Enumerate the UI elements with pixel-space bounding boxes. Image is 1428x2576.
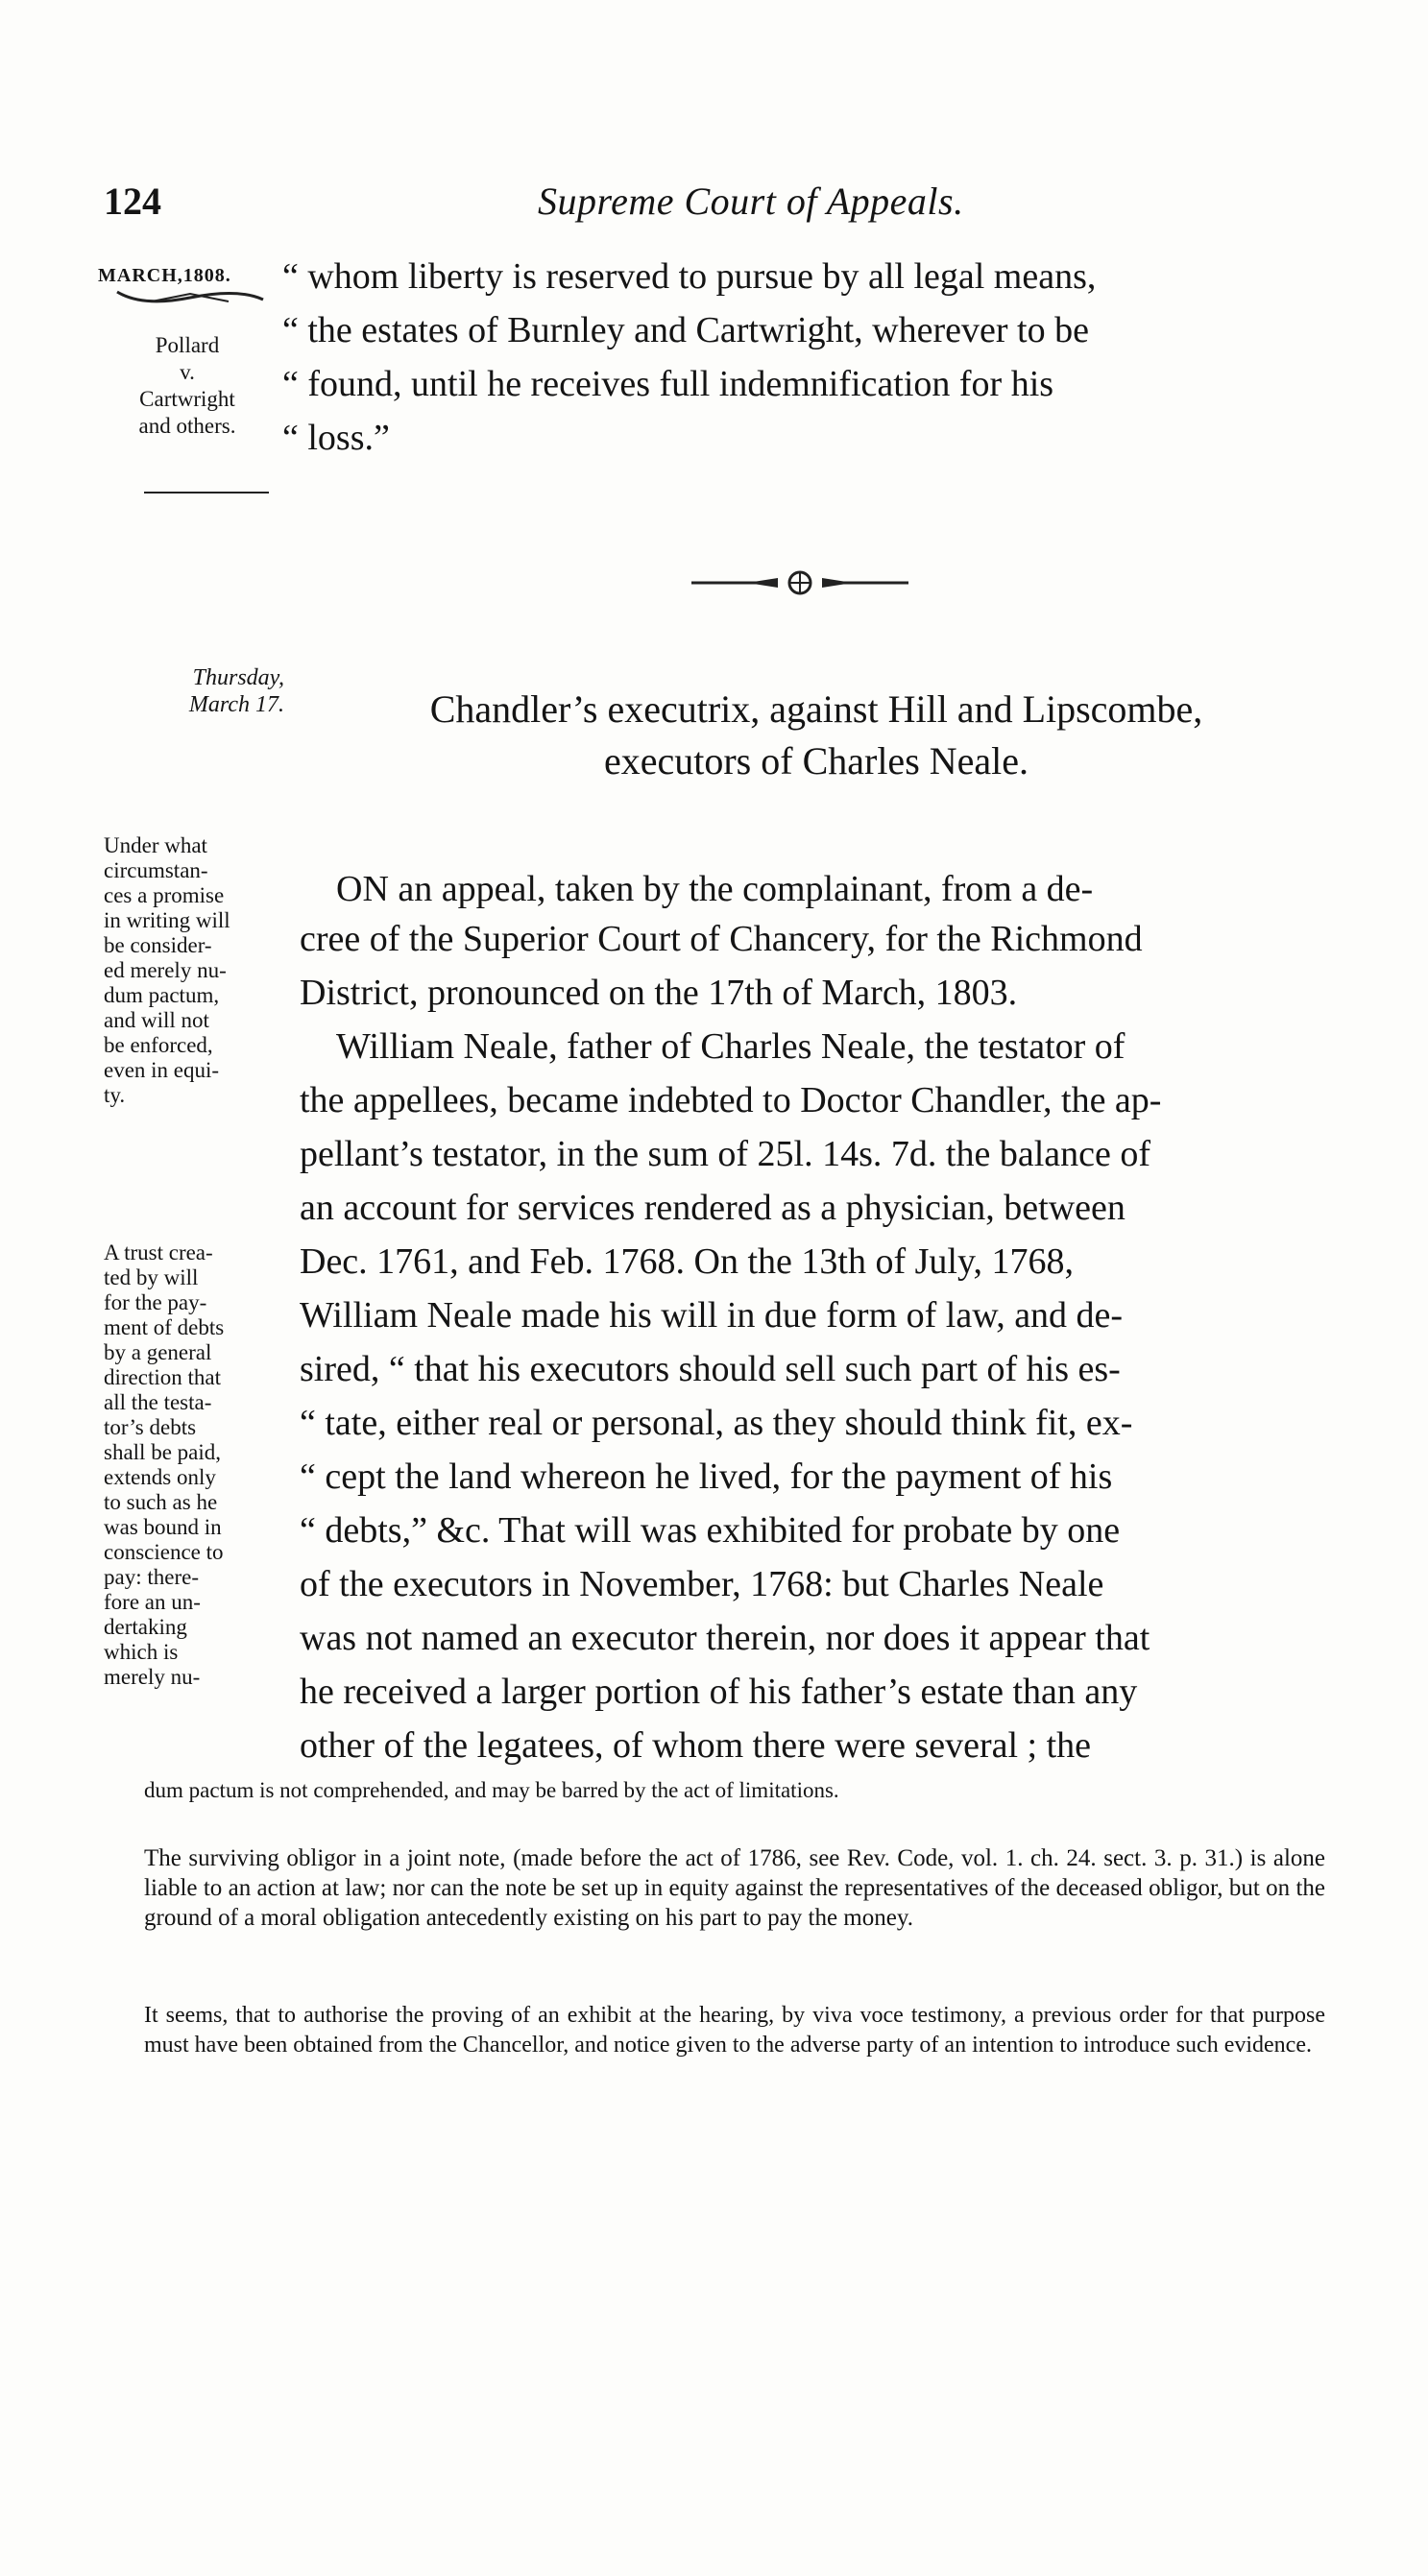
body-line: sired, “ that his executors should sell such part of his es- [300, 1349, 1121, 1389]
headnote-line: direction that [104, 1365, 221, 1389]
headnote-line: ed merely nu- [104, 958, 227, 982]
body-line: “ cept the land whereon he lived, for the payment of his [300, 1457, 1113, 1497]
headnote-line: A trust crea- [104, 1240, 213, 1264]
previous-case-line: “ loss.” [282, 418, 390, 458]
body-line: William Neale made his will in due form of law, and de- [300, 1295, 1124, 1336]
case-title-line: Chandler’s executrix, against Hill and Lipscombe, [429, 687, 1203, 731]
body-line: the appellees, became indebted to Doctor Chandler, the ap- [300, 1080, 1162, 1120]
headnote-line: ty. [104, 1083, 126, 1107]
body-line: pellant’s testator, in the sum of 25l. 14s. 7d. the balance of [300, 1134, 1151, 1174]
case-title-line: executors of Charles Neale. [603, 739, 1029, 782]
body-line: other of the legatees, of whom there were several ; the [300, 1725, 1092, 1766]
margin-day-line: Thursday, [192, 665, 284, 690]
headnote-line: circumstan- [104, 858, 208, 882]
headnote-line: which is [104, 1640, 179, 1664]
body-line: was not named an executor therein, nor does it appear that [300, 1618, 1150, 1658]
headnote-line: be consider- [104, 933, 212, 957]
headnote-line: by a general [104, 1340, 212, 1364]
headnote-line: dum pactum, [104, 983, 220, 1007]
headnote-line: all the testa- [104, 1390, 212, 1414]
headnote-line: conscience to [104, 1540, 224, 1564]
body-line: cree of the Superior Court of Chancery, for the Richmond [300, 919, 1143, 959]
headnote-line: be enforced, [104, 1033, 213, 1057]
body-line: Dec. 1761, and Feb. 1768. On the 13th of July, 1768, [300, 1241, 1074, 1282]
margin-case-line: Cartwright [139, 387, 235, 411]
headnote-line: ces a promise [104, 883, 225, 907]
headnote-line: tor’s debts [104, 1415, 197, 1439]
case-title [288, 684, 1344, 787]
body-line: an account for services rendered as a physician, between [300, 1188, 1125, 1228]
headnote-line: shall be paid, [104, 1440, 221, 1464]
headnote-third: The surviving obligor in a joint note, (made before the act of 1786, see Rev. Code, vol. 1. ch. 24. sect. 3. p. 31.) is alone liable to an action at law; nor can the note be set up in equity against the representatives of the deceased obligor, but on the ground of a moral obligation antecedently existing on his part to pay the money. [144, 1845, 1325, 1931]
headnote-line: pay: there- [104, 1565, 199, 1589]
headnote-line: to such as he [104, 1490, 218, 1514]
headnote-line: even in equi- [104, 1058, 220, 1082]
margin-rule [144, 492, 269, 494]
headnote-line: was bound in [104, 1515, 222, 1539]
running-head: Supreme Court of Appeals. [538, 180, 964, 223]
body-line: District, pronounced on the 17th of March, 1803. [300, 973, 1018, 1013]
headnote-second [104, 1240, 286, 1690]
headnote-second-continued: dum pactum is not comprehended, and may be barred by the act of limitations. [144, 1778, 839, 1802]
margin-case-line: v. [180, 360, 195, 384]
fleuron-divider-icon [690, 568, 910, 597]
body-line: William Neale, father of Charles Neale, the testator of [336, 1026, 1125, 1067]
previous-case-line: “ found, until he receives full indemnification for his [282, 364, 1054, 404]
margin-date-line: March 17. [188, 692, 284, 717]
body-line: he received a larger portion of his father’s estate than any [300, 1672, 1138, 1712]
headnote-line: ment of debts [104, 1315, 225, 1339]
headnote-line: extends only [104, 1465, 216, 1489]
headnote-line: for the pay- [104, 1290, 207, 1314]
previous-case-line: “ the estates of Burnley and Cartwright, wherever to be [282, 310, 1089, 350]
margin-case-line: and others. [138, 414, 236, 438]
headnote-line: Under what [104, 833, 207, 857]
headnote-line: ted by will [104, 1265, 199, 1289]
body-line: ON an appeal, taken by the complainant, from a de- [336, 869, 1094, 909]
body-line: “ debts,” &c. That will was exhibited for probate by one [300, 1510, 1121, 1551]
headnote-line: dertaking [104, 1615, 187, 1639]
headnote-line: in writing will [104, 908, 230, 932]
margin-case-line: Pollard [155, 333, 220, 357]
page-number: 124 [104, 180, 161, 223]
body-line: of the executors in November, 1768: but Charles Neale [300, 1564, 1104, 1604]
swash-ornament-icon [113, 288, 267, 309]
headnote-line: and will not [104, 1008, 209, 1032]
headnote-line: merely nu- [104, 1665, 201, 1689]
margin-date-previous: MARCH,1808. [98, 265, 231, 286]
headnote-first [104, 833, 286, 1108]
previous-case-line: “ whom liberty is reserved to pursue by all legal means, [282, 256, 1097, 297]
headnote-fourth: It seems, that to authorise the proving of an exhibit at the hearing, by viva voce testimony, a previous order for that purpose must have been obtained from the Chancellor, and notice given to the adverse party of an intention to introduce such evidence. [144, 2003, 1325, 2058]
headnote-line: fore an un- [104, 1590, 201, 1614]
body-line: “ tate, either real or personal, as they should think fit, ex- [300, 1403, 1133, 1443]
margin-day [131, 664, 284, 718]
margin-case-citation [96, 332, 278, 440]
